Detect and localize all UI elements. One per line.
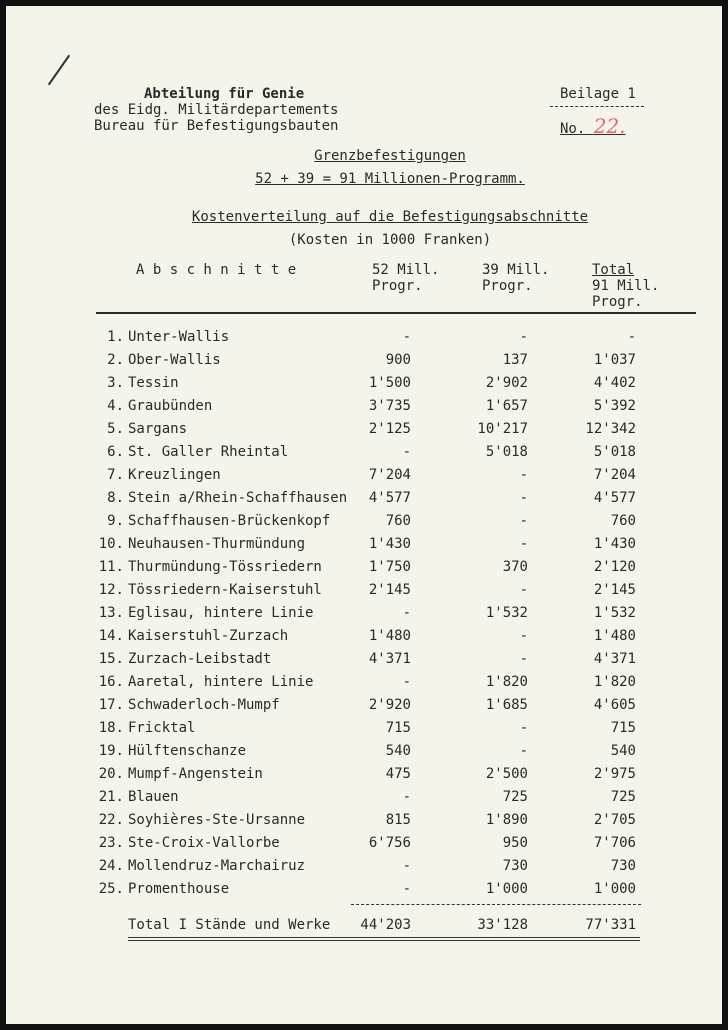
row-total: 7'706 (593, 835, 636, 851)
col-header-39-line1: 39 Mill. (482, 262, 550, 278)
row-number: 8. (107, 490, 124, 506)
row-section: Eglisau, hintere Linie (128, 605, 314, 621)
row-number: 7. (107, 467, 124, 483)
row-39-mill: 1'657 (485, 398, 528, 414)
total-39-mill: 33'128 (477, 917, 528, 933)
row-number: 5. (107, 421, 124, 437)
row-39-mill: 950 (502, 835, 528, 851)
total-row (6, 917, 722, 937)
header-rule (96, 312, 696, 314)
row-52-mill: - (402, 858, 411, 874)
row-total: 5'392 (593, 398, 636, 414)
row-52-mill: 4'577 (368, 490, 411, 506)
row-39-mill: 1'000 (485, 881, 528, 897)
row-number: 17. (98, 697, 124, 713)
row-39-mill: 1'532 (485, 605, 528, 621)
row-total: 2'145 (593, 582, 636, 598)
title-line-2: 52 + 39 = 91 Millionen-Programm. (255, 171, 525, 187)
row-total: 1'532 (593, 605, 636, 621)
row-section: Neuhausen-Thurmündung (128, 536, 306, 552)
row-39-mill: - (519, 582, 528, 598)
row-52-mill: 815 (385, 812, 411, 828)
row-52-mill: 1'480 (368, 628, 411, 644)
row-52-mill: 2'145 (368, 582, 411, 598)
table-row (6, 490, 722, 510)
row-39-mill: 10'217 (477, 421, 528, 437)
row-section: Soyhières-Ste-Ursanne (128, 812, 306, 828)
row-section: Tessin (128, 375, 179, 391)
row-section: Blauen (128, 789, 179, 805)
table-row (6, 352, 722, 372)
beilage-label: Beilage 1 (560, 86, 636, 102)
row-52-mill: - (402, 789, 411, 805)
row-total: 12'342 (585, 421, 636, 437)
row-total: 5'018 (593, 444, 636, 460)
row-total: 1'000 (593, 881, 636, 897)
row-section: Stein a/Rhein-Schaffhausen (128, 490, 348, 506)
row-52-mill: 540 (385, 743, 411, 759)
row-52-mill: 2'125 (368, 421, 411, 437)
col-header-total-line2: 91 Mill. (592, 278, 660, 294)
row-39-mill: 5'018 (485, 444, 528, 460)
table-row (6, 835, 722, 855)
row-total: 2'705 (593, 812, 636, 828)
row-52-mill: 3'735 (368, 398, 411, 414)
col-header-52-line1: 52 Mill. (372, 262, 440, 278)
row-section: Ober-Wallis (128, 352, 221, 368)
row-number: 23. (98, 835, 124, 851)
row-52-mill: 760 (385, 513, 411, 529)
row-number: 24. (98, 858, 124, 874)
row-total: 760 (610, 513, 636, 529)
row-section: Kaiserstuhl-Zurzach (128, 628, 289, 644)
row-number: 1. (107, 329, 124, 345)
row-39-mill: 730 (502, 858, 528, 874)
row-number: 14. (98, 628, 124, 644)
table-row (6, 329, 722, 349)
col-header-name: A b s c h n i t t e (136, 262, 297, 278)
row-section: Tössriedern-Kaiserstuhl (128, 582, 322, 598)
org-line-2: des Eidg. Militärdepartements (94, 102, 339, 118)
row-52-mill: - (402, 329, 411, 345)
row-52-mill: - (402, 674, 411, 690)
row-total: 4'577 (593, 490, 636, 506)
table-row (6, 375, 722, 395)
row-number: 20. (98, 766, 124, 782)
table-row (6, 651, 722, 671)
row-total: 4'605 (593, 697, 636, 713)
row-52-mill: 475 (385, 766, 411, 782)
row-39-mill: - (519, 490, 528, 506)
row-total: 4'402 (593, 375, 636, 391)
row-section: Mollendruz-Marchairuz (128, 858, 306, 874)
col-header-52-line2: Progr. (372, 278, 423, 294)
row-number: 22. (98, 812, 124, 828)
table-row (6, 605, 722, 625)
table-row (6, 582, 722, 602)
table-row (6, 513, 722, 533)
title-line-4: (Kosten in 1000 Franken) (288, 232, 492, 248)
pen-mark (48, 55, 70, 86)
row-section: Schaffhausen-Brückenkopf (128, 513, 331, 529)
row-39-mill: - (519, 628, 528, 644)
title-line-1: Grenzbefestigungen (314, 148, 466, 164)
row-52-mill: - (402, 605, 411, 621)
table-row (6, 881, 722, 901)
row-52-mill: 1'750 (368, 559, 411, 575)
row-section: Thurmündung-Tössriedern (128, 559, 322, 575)
row-number: 21. (98, 789, 124, 805)
row-section: Zurzach-Leibstadt (128, 651, 272, 667)
row-52-mill: - (402, 444, 411, 460)
row-total: 2'120 (593, 559, 636, 575)
table-row (6, 720, 722, 740)
row-total: 1'430 (593, 536, 636, 552)
row-39-mill: - (519, 720, 528, 736)
row-section: Fricktal (128, 720, 196, 736)
row-number: 9. (107, 513, 124, 529)
row-39-mill: 1'685 (485, 697, 528, 713)
row-39-mill: - (519, 467, 528, 483)
col-header-total-line1: Total (592, 262, 635, 278)
row-39-mill: 370 (502, 559, 528, 575)
row-39-mill: - (519, 536, 528, 552)
org-line-1: Abteilung für Genie (144, 86, 305, 102)
document-number (560, 114, 626, 138)
row-39-mill: 2'902 (485, 375, 528, 391)
row-total: 1'037 (593, 352, 636, 368)
row-total: 1'480 (593, 628, 636, 644)
row-total: 730 (610, 858, 636, 874)
row-39-mill: 1'890 (485, 812, 528, 828)
row-number: 15. (98, 651, 124, 667)
row-39-mill: 1'820 (485, 674, 528, 690)
row-number: 12. (98, 582, 124, 598)
row-number: 16. (98, 674, 124, 690)
row-total: 2'975 (593, 766, 636, 782)
row-52-mill: - (402, 881, 411, 897)
table-row (6, 559, 722, 579)
row-52-mill: 1'430 (368, 536, 411, 552)
row-52-mill: 1'500 (368, 375, 411, 391)
number-value: 22. (593, 114, 626, 138)
org-line-3: Bureau für Befestigungsbauten (94, 118, 339, 134)
row-number: 25. (98, 881, 124, 897)
double-underline (128, 937, 640, 941)
table-row (6, 444, 722, 464)
row-section: Unter-Wallis (128, 329, 230, 345)
row-total: - (627, 329, 636, 345)
row-number: 3. (107, 375, 124, 391)
table-row (6, 421, 722, 441)
table-row (6, 467, 722, 487)
table-row (6, 766, 722, 786)
row-number: 4. (107, 398, 124, 414)
row-39-mill: 725 (502, 789, 528, 805)
row-total: 725 (610, 789, 636, 805)
row-section: Graubünden (128, 398, 213, 414)
row-52-mill: 900 (385, 352, 411, 368)
row-number: 6. (107, 444, 124, 460)
row-number: 18. (98, 720, 124, 736)
table-row (6, 858, 722, 878)
table-row (6, 697, 722, 717)
row-39-mill: 2'500 (485, 766, 528, 782)
row-total: 1'820 (593, 674, 636, 690)
row-section: Aaretal, hintere Linie (128, 674, 314, 690)
row-section: Kreuzlingen (128, 467, 221, 483)
table-row (6, 674, 722, 694)
title-line-3: Kostenverteilung auf die Befestigungsabschnitte (191, 209, 589, 225)
document-page (6, 6, 722, 1024)
row-52-mill: 715 (385, 720, 411, 736)
row-section: Mumpf-Angenstein (128, 766, 263, 782)
col-header-39-line2: Progr. (482, 278, 533, 294)
row-section: St. Galler Rheintal (128, 444, 289, 460)
row-section: Ste-Croix-Vallorbe (128, 835, 280, 851)
total-label: Total I Stände und Werke (128, 917, 331, 933)
table-row (6, 789, 722, 809)
row-number: 19. (98, 743, 124, 759)
table-row (6, 398, 722, 418)
row-section: Schwaderloch-Mumpf (128, 697, 280, 713)
row-number: 2. (107, 352, 124, 368)
row-total: 7'204 (593, 467, 636, 483)
table-row (6, 743, 722, 763)
row-section: Sargans (128, 421, 188, 437)
row-number: 11. (98, 559, 124, 575)
row-39-mill: - (519, 329, 528, 345)
sum-rule (351, 904, 641, 905)
row-section: Promenthouse (128, 881, 230, 897)
number-label: No. (560, 121, 586, 137)
row-total: 4'371 (593, 651, 636, 667)
row-39-mill: - (519, 651, 528, 667)
row-39-mill: 137 (502, 352, 528, 368)
row-52-mill: 2'920 (368, 697, 411, 713)
row-section: Hülftenschanze (128, 743, 247, 759)
col-header-total-line3: Progr. (592, 294, 643, 310)
table-row (6, 536, 722, 556)
row-number: 13. (98, 605, 124, 621)
row-52-mill: 4'371 (368, 651, 411, 667)
row-total: 540 (610, 743, 636, 759)
beilage-divider (550, 106, 644, 107)
table-row (6, 628, 722, 648)
total-91-mill: 77'331 (585, 917, 636, 933)
row-52-mill: 7'204 (368, 467, 411, 483)
total-52-mill: 44'203 (360, 917, 411, 933)
table-row (6, 812, 722, 832)
row-total: 715 (610, 720, 636, 736)
row-52-mill: 6'756 (368, 835, 411, 851)
row-39-mill: - (519, 743, 528, 759)
row-number: 10. (98, 536, 124, 552)
row-39-mill: - (519, 513, 528, 529)
